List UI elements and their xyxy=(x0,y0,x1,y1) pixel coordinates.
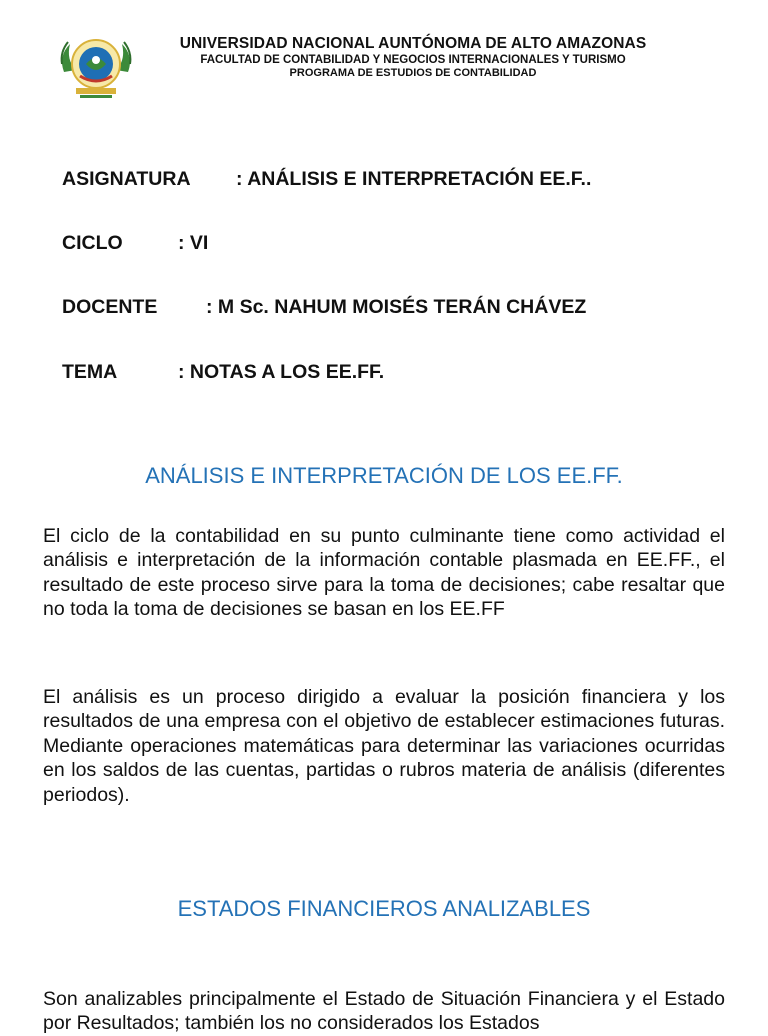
section-title-estados: ESTADOS FINANCIEROS ANALIZABLES xyxy=(177,896,591,921)
asignatura-label: ASIGNATURA xyxy=(62,168,191,190)
program-name: PROGRAMA DE ESTUDIOS DE CONTABILIDAD xyxy=(289,67,537,79)
asignatura-value: : ANÁLISIS E INTERPRETACIÓN EE.F.. xyxy=(236,168,592,190)
tema-label: TEMA xyxy=(62,361,118,383)
faculty-name: FACULTAD DE CONTABILIDAD Y NEGOCIOS INTERNACIONALES Y TURISMO xyxy=(200,54,626,66)
header-text xyxy=(114,34,712,80)
tema-value: : NOTAS A LOS EE.FF. xyxy=(178,361,385,383)
paragraph-ciclo: El ciclo de la contabilidad en su punto culminante tiene como actividad el análisis e interpretación de la información contable plasmada en EE.FF., el resultado de este proceso sirve para la toma de decisiones; cabe resaltar que no toda la toma de decisiones se basan en los EE.FF xyxy=(43,525,725,621)
paragraph-estados: Son analizables principalmente el Estado de Situación Financiera y el Estado por Resultados; también los no considerados los Estados xyxy=(43,988,725,1035)
document-header xyxy=(56,32,712,102)
asignatura-row xyxy=(62,168,591,191)
ciclo-row xyxy=(62,232,208,255)
university-name: UNIVERSIDAD NACIONAL AUNTÓNOMA DE ALTO AMAZONAS xyxy=(179,35,647,52)
ciclo-label: CICLO xyxy=(62,232,123,254)
ciclo-value: : VI xyxy=(178,232,209,254)
paragraph-analisis: El análisis es un proceso dirigido a evaluar la posición financiera y los resultados de una empresa con el objetivo de establecer estimaciones futuras. Mediante operaciones matemáticas para determinar las variaciones ocurridas en los saldos de las cuentas, partidas o rubros materia de análisis (diferentes periodos). xyxy=(43,686,725,806)
docente-row xyxy=(62,296,586,319)
tema-row xyxy=(62,361,384,384)
section-title-analisis: ANÁLISIS E INTERPRETACIÓN DE LOS EE.FF. xyxy=(145,463,623,488)
docente-label: DOCENTE xyxy=(62,296,158,318)
docente-value: : M Sc. NAHUM MOISÉS TERÁN CHÁVEZ xyxy=(206,296,587,318)
